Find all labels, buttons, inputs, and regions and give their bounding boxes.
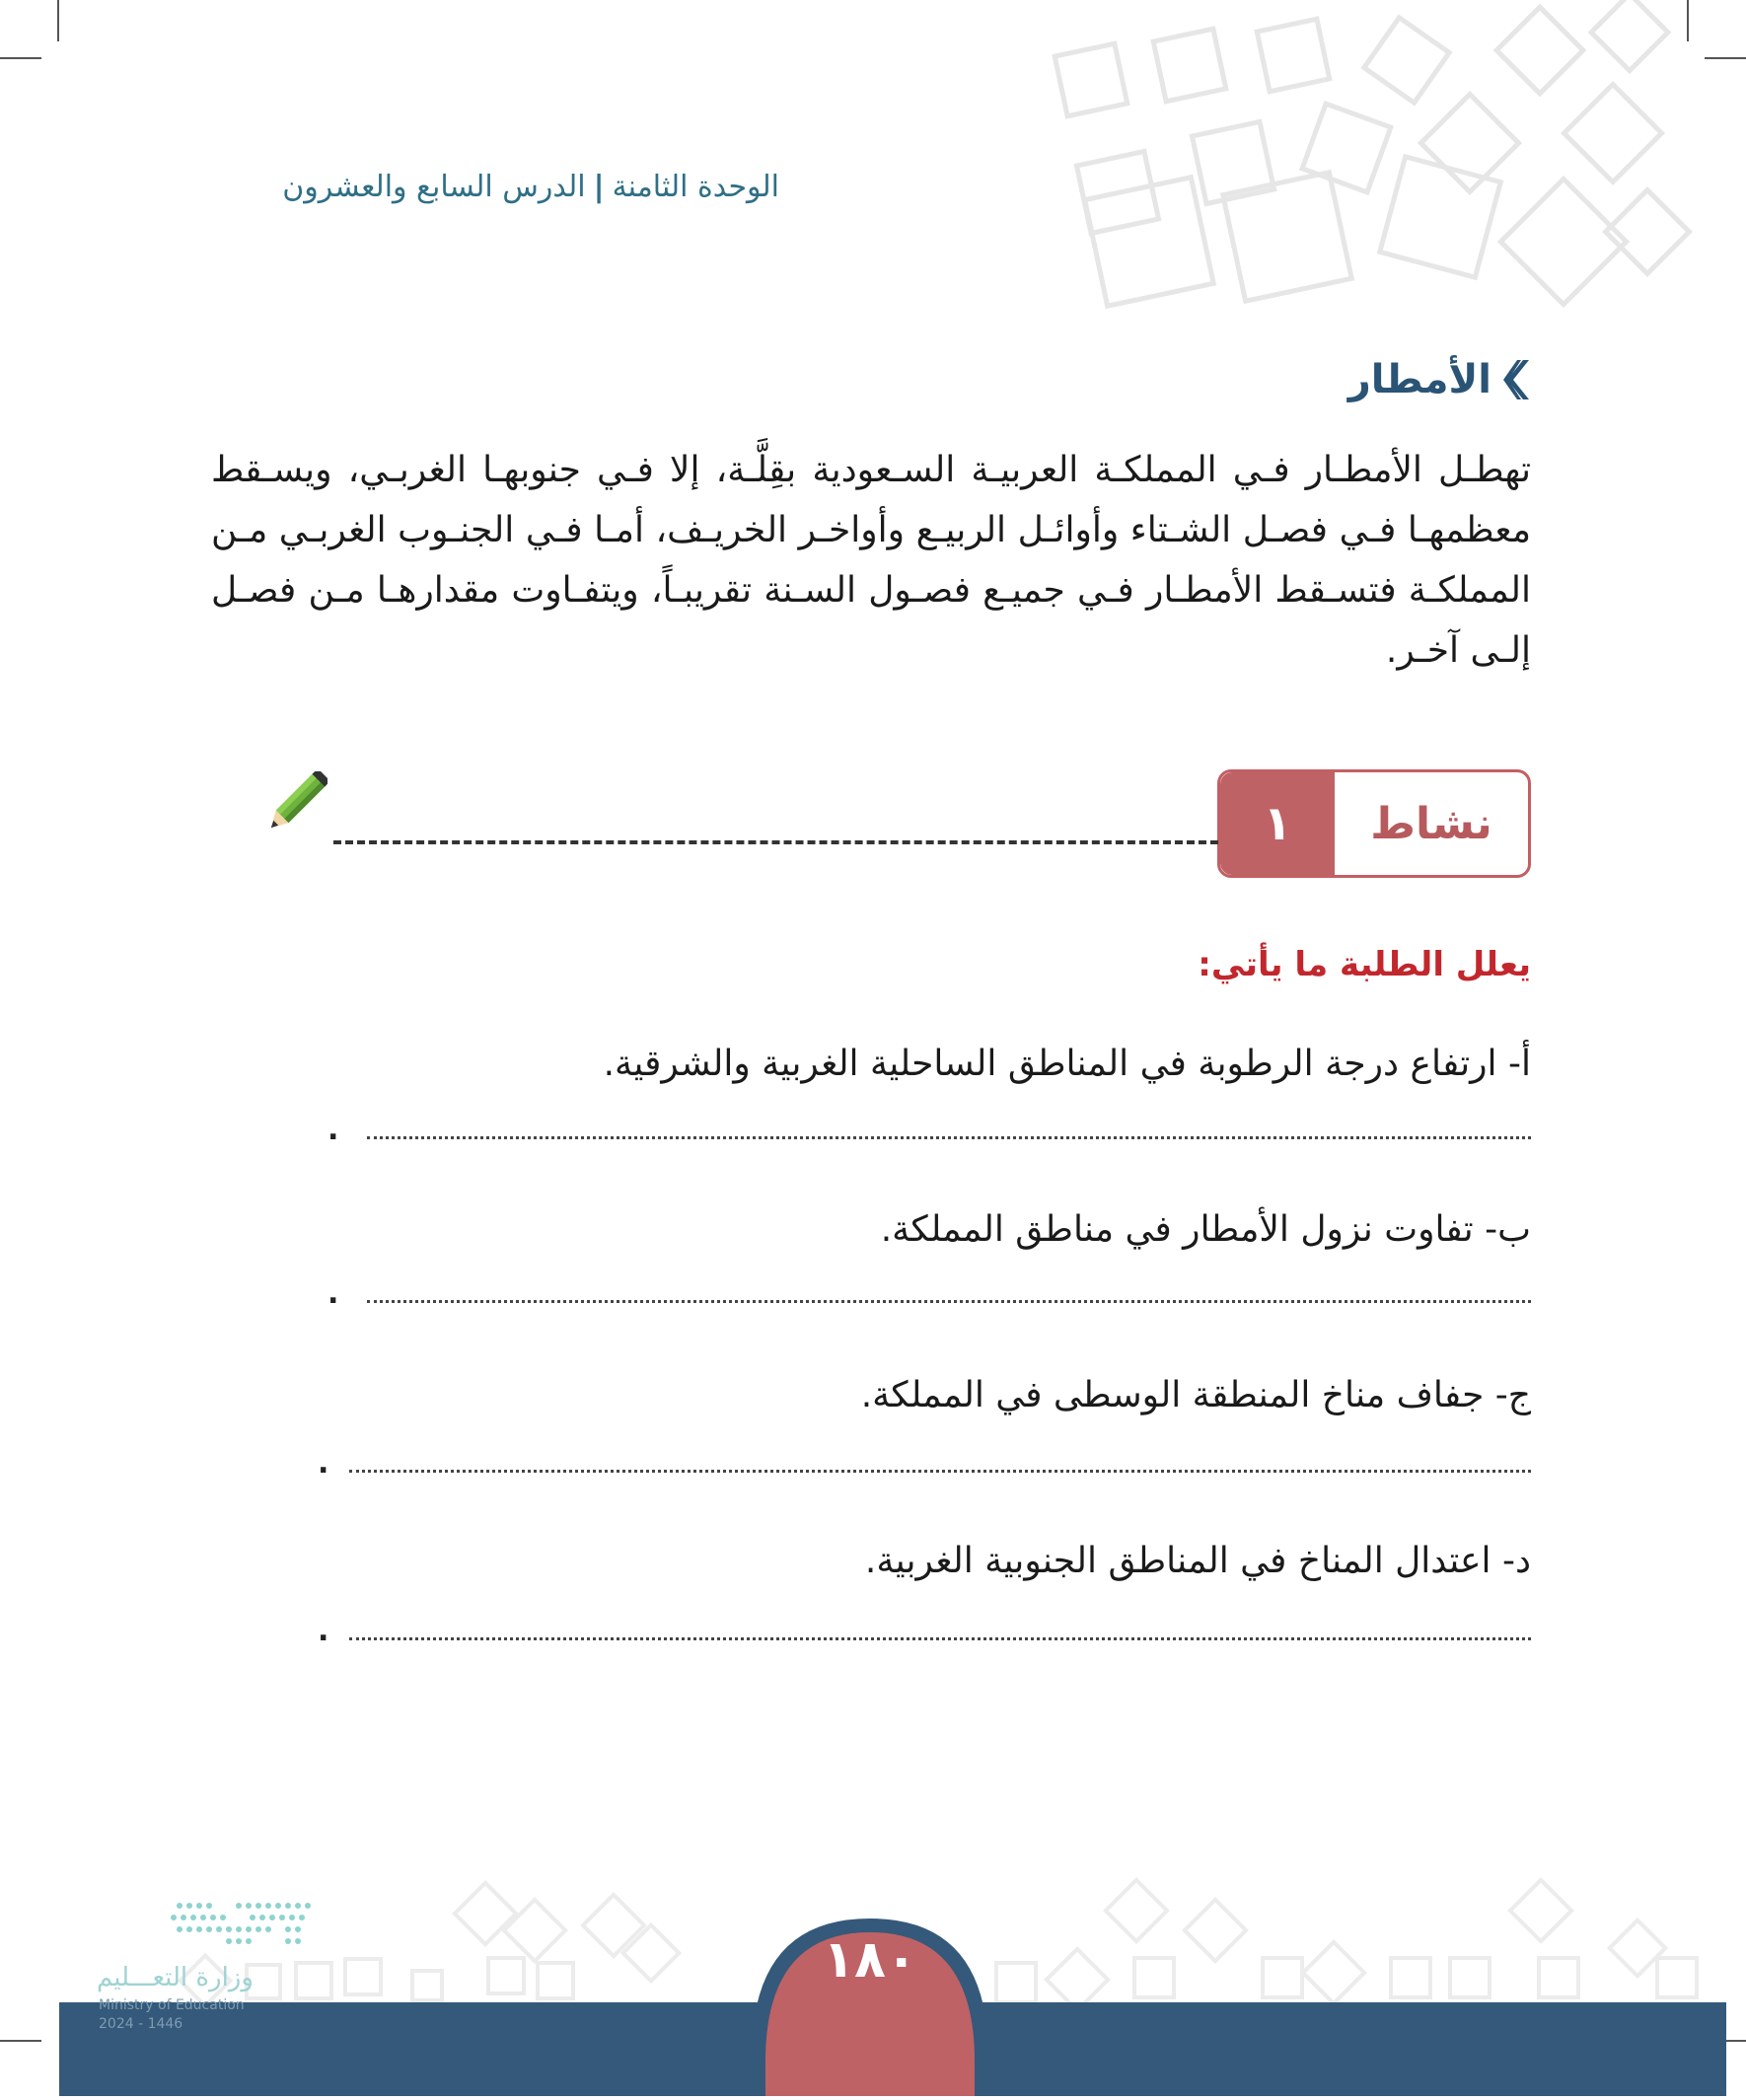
question-item: د- اعتدال المناخ في المناطق الجنوبية الغربية. [864, 1541, 1531, 1581]
answer-line[interactable] [349, 1470, 1531, 1473]
question-item: ج- جفاف مناخ المنطقة الوسطى في المملكة. [860, 1375, 1531, 1415]
crop-mark [0, 2040, 41, 2042]
answer-end-mark: . [327, 1276, 339, 1311]
page-number: ١٨٠ [823, 1930, 917, 1990]
unit-label: الوحدة الثامنة [612, 170, 779, 204]
section-paragraph: تهطـل الأمطـار فـي المملكـة العربيـة السـعودية بقِلَّـة، إلا فـي جنوبهـا الغربـي، ويسـقط معظمهـا فـي فصـل الشـتاء وأوائـل الربيـع وأواخـر الخريـف، أمـا فـي الجنـوب الغربـي مـن المملكـة فتسـقط الأمطـار فـي جميـع فصـول السـنة تقريبـاً، ويتفـاوت مقدارهـا مـن فصـل إلـى آخـر. [211, 450, 1531, 671]
answer-line[interactable] [367, 1300, 1531, 1303]
ministry-name-en: Ministry of Education [99, 1997, 245, 2013]
crop-mark [0, 57, 41, 59]
question-item: أ- ارتفاع درجة الرطوبة في المناطق الساحلية الغربية والشرقية. [603, 1044, 1531, 1084]
answer-end-mark: . [327, 1113, 339, 1147]
page-number-shape [752, 1899, 988, 2096]
answer-end-mark: . [318, 1614, 329, 1648]
answer-end-mark: . [318, 1446, 329, 1481]
page-header [282, 170, 779, 204]
ministry-year: 2024 - 1446 [99, 2016, 183, 2032]
lesson-label: الدرس السابع والعشرون [282, 170, 586, 204]
activity-instruction: يعلل الطلبة ما يأتي: [1198, 945, 1531, 984]
answer-line[interactable] [367, 1136, 1531, 1139]
pencil-icon [256, 771, 327, 842]
answer-line[interactable] [349, 1637, 1531, 1640]
activity-number: ١ [1220, 772, 1335, 875]
header-separator: | [593, 170, 605, 204]
ministry-name-ar: وزارة التعـــليم [97, 1963, 254, 1992]
activity-badge [1217, 769, 1531, 878]
section-heading [1348, 357, 1531, 402]
activity-label: نشاط [1370, 798, 1492, 849]
question-item: ب- تفاوت نزول الأمطار في مناطق المملكة. [880, 1209, 1531, 1250]
ministry-logo-icon [91, 1892, 327, 1971]
section-title: الأمطار [1347, 357, 1491, 402]
activity-dashed-line [333, 840, 1218, 844]
page-number-badge [752, 1899, 988, 2096]
crop-mark [57, 0, 59, 41]
crop-mark [1687, 0, 1689, 41]
chevron-left-icon [1501, 358, 1531, 401]
crop-mark [1705, 57, 1746, 59]
